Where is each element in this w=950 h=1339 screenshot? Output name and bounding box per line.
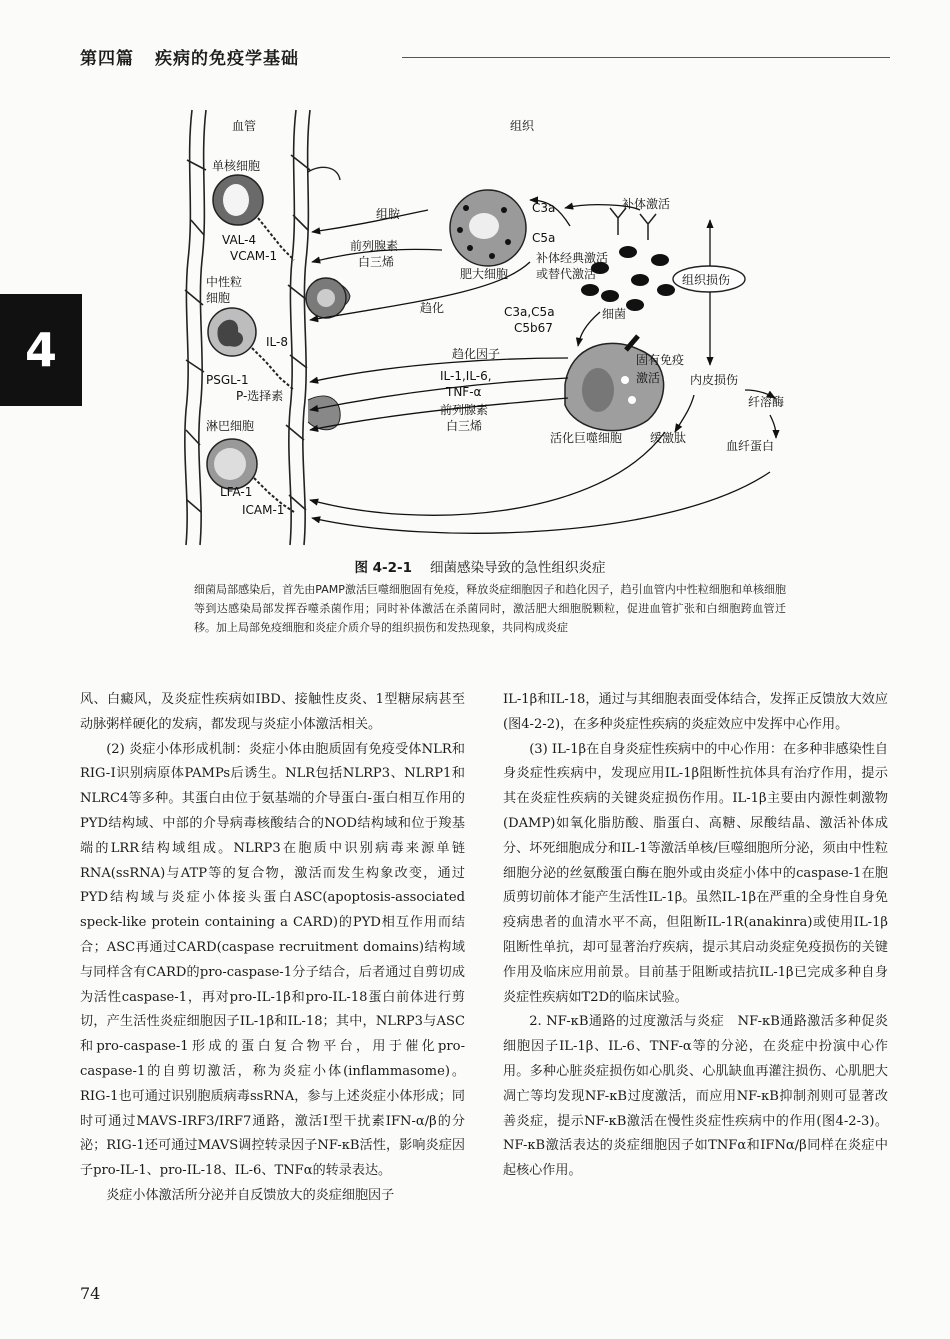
part-label: 第四篇 — [80, 49, 134, 69]
label-endothelial-damage: 内皮损伤 — [690, 373, 739, 387]
label-lymphocyte: 淋巴细胞 — [206, 419, 255, 433]
label-histamine: 组胺 — [376, 207, 401, 221]
label-lfa1: LFA-1 — [220, 485, 253, 499]
figure-title — [200, 556, 760, 576]
label-innate-1: 固有免疫 — [636, 353, 685, 367]
label-innate-2: 激活 — [636, 371, 661, 385]
monocyte-cell — [213, 175, 294, 260]
label-val4: VAL-4 — [222, 233, 257, 247]
label-prostaglandin: 前列腺素 — [350, 239, 399, 253]
label-mast-cell: 肥大细胞 — [460, 267, 509, 281]
label-tissue-damage: 组织损伤 — [682, 273, 731, 287]
chapter-tab: 4 — [0, 294, 82, 406]
figure-inflammation-diagram — [170, 100, 810, 550]
label-leukotriene-2: 白三烯 — [446, 419, 483, 433]
label-chemotaxis: 趋化 — [420, 301, 445, 315]
left-paragraph-1: 风、白癜风，及炎症性疾病如IBD、接触性皮炎、1型糖尿病甚至动脉粥样硬化的发病，都发现与炎症小体激活相关。 — [80, 692, 465, 732]
lymphocyte-cell — [207, 439, 294, 512]
label-leukotriene: 白三烯 — [358, 255, 395, 269]
label-c3a: C3a — [532, 201, 556, 215]
label-neutrophil-1: 中性粒 — [206, 275, 243, 289]
label-bacteria: 细菌 — [602, 307, 627, 321]
label-psgl1: PSGL-1 — [206, 373, 249, 387]
label-fibrinolysin: 纤溶酶 — [748, 395, 785, 409]
label-c5b67: C5b67 — [514, 321, 553, 335]
label-bradykinin: 缓激肽 — [650, 431, 687, 445]
section-title: 疾病的免疫学基础 — [155, 49, 299, 69]
label-cytokines-2: TNF-α — [446, 385, 482, 399]
label-il8: IL-8 — [266, 335, 288, 349]
inflammation-diagram-svg — [170, 100, 810, 550]
complement-antibody — [610, 208, 656, 240]
left-column — [80, 688, 465, 1209]
label-icam1: ICAM-1 — [242, 503, 285, 517]
label-tissue: 组织 — [510, 119, 535, 133]
right-paragraph-2: (3) IL-1β在自身炎症性疾病中的中心作用：在多种非感染性自身炎症性疾病中，发现应用IL-1β阻断性抗体具有治疗作用，提示其在炎症性疾病的关键炎症损伤作用。IL-1β主要由内源性刺激物(DAMP)如氧化脂肪酸、脂蛋白、高糖、尿酸结晶、激活补体成分、坏死细胞成分和IL-1等激活单核/巨噬细胞所分泌，须由中性粒细胞分泌的丝氨酸蛋白酶在胞外或由炎症小体中的caspase-1在胞质剪切前体才能产生活性IL-1β。虽然IL-1β在严重的全身性自身免疫病患者的血清水平不高，但阻断IL-1R(anakinra)或使用IL-1β阻断性单抗，却可显著治疗疾病，提示其启动炎症免疫损伤的关键作用及临床应用前景。目前基于阻断或拮抗IL-1β已完成多种自身炎症性疾病如T2D的临床试验。 — [503, 741, 888, 1005]
left-paragraph-2: (2) 炎症小体形成机制：炎症小体由胞质固有免疫受体NLR和RIG-Ⅰ识别病原体PAMPs后诱生。NLR包括NLRP3、NLRP1和NLRC4等多种。其蛋白由位于氨基端的介导蛋白-蛋白相互作用的PYD结构域、中部的介导病毒核酸结合的NOD结构域和位于羧基端的LRR结构域组成。NLRP3在胞质中识别病毒来源单链RNA(ssRNA)与ATP等的复合物，激活而发生构象改变，通过PYD结构域与炎症小体接头蛋白ASC(apoptosis-associated speck-like protein containing a CARD)的PYD相互作用而结合；ASC再通过CARD(caspase recruitment domains)结构域与同样含有CARD的pro-caspase-1分子结合，后者通过自剪切成为活性caspase-1，再对pro-IL-1β和pro-IL-18蛋白前体进行剪切，产生活性炎症细胞因子IL-1β和IL-18；其中，NLRP3与ASC和pro-caspase-1形成的蛋白复合物平台，用于催化pro-caspase-1的自剪切激活，称为炎症小体(inflammasome)。RIG-1也可通过识别胞质病毒ssRNA，参与上述炎症小体形成；同时可通过MAVS-IRF3/IRF7通路，激活Ⅰ型干扰素IFN-α/β的分泌；RIG-1还可通过MAVS调控转录因子NF-κB活性，影响炎症因子pro-IL-1、pro-IL-18、IL-6、TNFα的转录表达。 — [80, 741, 465, 1179]
label-neutrophil-2: 细胞 — [206, 291, 231, 305]
figure-title-text: 细菌感染导致的急性组织炎症 — [430, 560, 606, 576]
mast-cell — [450, 190, 526, 266]
right-column — [503, 688, 888, 1184]
wall-cell-top — [308, 167, 340, 180]
label-chemokine: 趋化因子 — [452, 347, 501, 361]
running-header — [80, 44, 890, 68]
label-p-selectin: P-选择素 — [236, 389, 284, 403]
migrating-monocyte — [306, 278, 350, 318]
label-complement-pathway-2: 或替代激活 — [536, 267, 597, 281]
label-fibrin: 血纤蛋白 — [726, 439, 775, 453]
figure-number: 图 4-2-1 — [354, 560, 413, 576]
label-c3a-c5a: C3a,C5a — [504, 305, 555, 319]
right-paragraph-3: 2. NF-κB通路的过度激活与炎症 NF-κB通路激活多种促炎细胞因子IL-1β、IL-6、TNF-α等的分泌，在炎症中扮演中心作用。多种心脏炎症损伤如心肌炎、心肌缺血再灌注损伤、心肌肥大凋亡等均发现NF-κB过度激活，而应用NF-κB抑制剂则可显著改善炎症，提示NF-κB激活在慢性炎症性疾病中的作用(图4-2-3)。NF-κB激活表达的炎症细胞因子如TNFα和IFNα/β同样在炎症中起核心作用。 — [503, 1014, 888, 1179]
left-paragraph-3: 炎症小体激活所分泌并自反馈放大的炎症细胞因子 — [106, 1187, 395, 1203]
label-c5a: C5a — [532, 231, 556, 245]
header-rule — [402, 57, 890, 58]
label-vcam1: VCAM-1 — [230, 249, 278, 263]
label-prostaglandin-2: 前列腺素 — [440, 403, 489, 417]
label-cytokines-1: IL-1,IL-6, — [440, 369, 492, 383]
label-monocyte: 单核细胞 — [212, 159, 261, 173]
label-complement-activation: 补体激活 — [622, 197, 671, 211]
right-paragraph-1: IL-1β和IL-18，通过与其细胞表面受体结合，发挥正反馈放大效应(图4-2-2)，在多种炎症性疾病的炎症效应中发挥中心作用。 — [503, 692, 888, 732]
figure-caption: 细菌局部感染后，首先由PAMP激活巨噬细胞固有免疫，释放炎症细胞因子和趋化因子，趋引血管内中性粒细胞和单核细胞等到达感染局部发挥吞噬杀菌作用；同时补体激活在杀菌同时，激活肥大细胞脱颗粒，促进血管扩张和白细胞跨血管迁移。加上局部免疫细胞和炎症介质介导的组织损伤和发热现象，共同构成炎症 — [194, 583, 786, 634]
label-activated-macrophage: 活化巨噬细胞 — [550, 431, 623, 445]
page-number: 74 — [80, 1284, 101, 1303]
label-blood-vessel: 血管 — [232, 119, 257, 133]
label-complement-pathway-1: 补体经典激活 — [536, 251, 609, 265]
